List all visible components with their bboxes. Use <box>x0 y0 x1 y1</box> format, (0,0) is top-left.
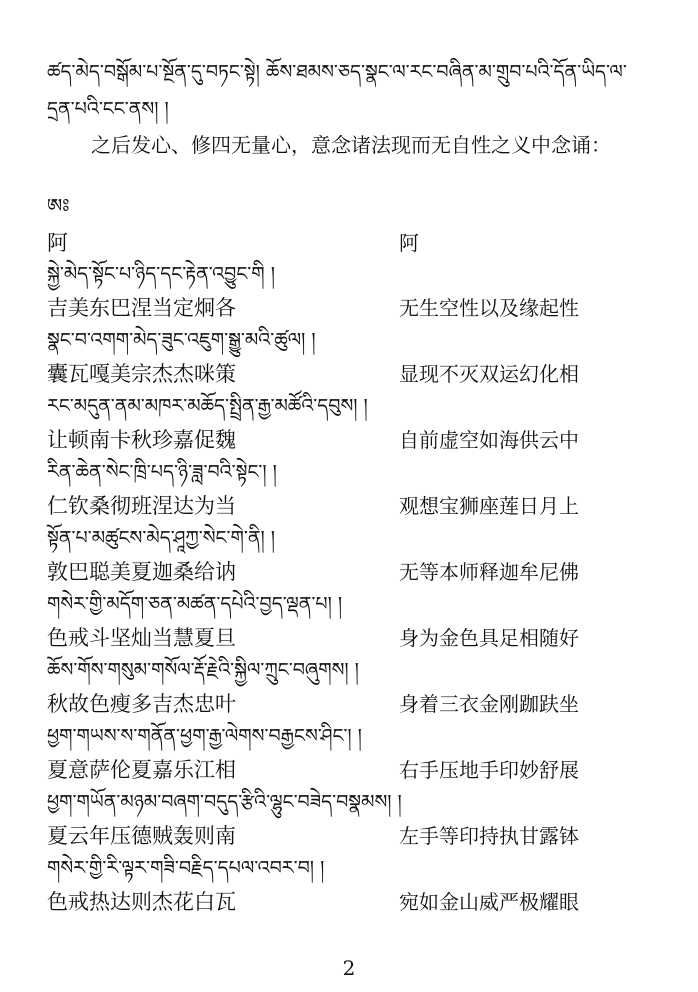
verse-tibetan: སྣང་བ་འགག་མེད་ཟུང་འཇུག་སྒྱུ་མའི་ཚུལ། ། <box>47 329 316 351</box>
verse-translation: 身为金色具足相随好 <box>399 626 579 650</box>
verse-phonetic: 夏意萨伦夏嘉乐江相 <box>47 758 236 782</box>
verse-translation: 宛如金山威严极耀眼 <box>399 890 579 914</box>
tibetan-intro-line-2: དྲན་པའི་ངང་ནས། ། <box>47 98 169 120</box>
verse-phonetic: 敦巴聪美夏迦桑给讷 <box>47 560 236 584</box>
verse-row <box>47 689 657 723</box>
verse-translation: 显现不灭双运幻化相 <box>399 362 579 386</box>
verse-phonetic: 吉美东巴涅当定炯各 <box>47 296 236 320</box>
verse-row <box>47 425 657 459</box>
verse-translation: 无生空性以及缘起性 <box>399 296 579 320</box>
verse-tibetan: རིན་ཆེན་སེང་ཁྲི་པད་ཉི་ཟླ་བའི་སྟེང་། ། <box>47 461 277 483</box>
verse-translation: 自前虚空如海供云中 <box>399 428 579 452</box>
verse-tibetan: སྐྱེ་མེད་སྟོང་པ་ཉིད་དང་རྟེན་འབྱུང་གི ། <box>47 263 275 285</box>
verse-row <box>47 293 657 327</box>
verse-tibetan: སྟོན་པ་མཚུངས་མེད་ཤཱཀྱ་སེང་གེ་ནི། ། <box>47 527 276 549</box>
tibetan-intro-line-1: ཚད་མེད་བསྒོམ་པ་སྔོན་དུ་བཏང་སྟེ། ཆོས་ཐམས་ཅད་སྣང་ལ་རང་བཞིན་མ་གྲུབ་པའི་དོན་ཡིད་ལ་ <box>47 61 627 83</box>
verse-row <box>47 755 657 789</box>
verse-translation: 身着三衣金刚跏趺坐 <box>399 692 579 716</box>
verse-translation: 左手等印持执甘露钵 <box>399 824 579 848</box>
verse-tibetan: ཆོས་གོས་གསུམ་གསོལ་རྡོ་རྗེའི་སྐྱིལ་ཀྲུང་བཞུགས། ། <box>47 659 359 681</box>
verse-translation: 观想宝狮座莲日月上 <box>399 494 579 518</box>
verse-phonetic: 阿 <box>47 231 68 255</box>
verse-tibetan: རང་མདུན་ནམ་མཁར་མཆོད་སྤྲིན་རྒྱ་མཚོའི་དབུས། ། <box>47 395 368 417</box>
verse-row <box>47 887 657 921</box>
verse-translation: 无等本师释迦牟尼佛 <box>399 560 579 584</box>
verse-row <box>47 623 657 657</box>
chinese-instruction-text: 之后发心、修四无量心，意念诸法现而无自性之义中念诵： <box>91 133 611 157</box>
verse-translation: 阿 <box>399 231 419 255</box>
verse-row <box>47 228 657 262</box>
verse-phonetic: 色戒热达则杰花白瓦 <box>47 890 236 914</box>
seed-syllable: ཨཿ <box>47 195 70 217</box>
page-number: 2 <box>342 956 356 980</box>
verse-tibetan: གསེར་གྱི་མདོག་ཅན་མཚན་དཔེའི་བྱད་ལྡན་པ། ། <box>47 593 343 615</box>
verse-phonetic: 让顿南卡秋珍嘉促魏 <box>47 428 236 452</box>
verse-phonetic: 夏云年压德贼轰则南 <box>47 824 236 848</box>
verse-row <box>47 557 657 591</box>
verse-row <box>47 821 657 855</box>
verse-phonetic: 色戒斗坚灿当慧夏旦 <box>47 626 236 650</box>
verse-phonetic: 仁钦桑彻班涅达为当 <box>47 494 236 518</box>
verse-tibetan: གསེར་གྱི་རི་ལྟར་གཟི་བརྗིད་དཔལ་འབར་བ། ། <box>47 857 325 879</box>
verse-translation: 右手压地手印妙舒展 <box>399 758 579 782</box>
verse-row <box>47 359 657 393</box>
verse-phonetic: 囊瓦嘎美宗杰杰咪策 <box>47 362 236 386</box>
verse-tibetan: ཕྱག་གཡས་ས་གནོན་ཕྱག་རྒྱ་ལེགས་བརྒྱངས་ཤིང་། ། <box>47 725 362 747</box>
verse-row <box>47 491 657 525</box>
verse-phonetic: 秋故色瘦多吉杰忠叶 <box>47 692 236 716</box>
chinese-instruction-paragraph <box>47 130 657 160</box>
verse-tibetan: ཕྱག་གཡོན་མཉམ་བཞག་བདུད་རྩིའི་ལྷུང་བཟེད་བསྣམས། ། <box>47 791 402 813</box>
